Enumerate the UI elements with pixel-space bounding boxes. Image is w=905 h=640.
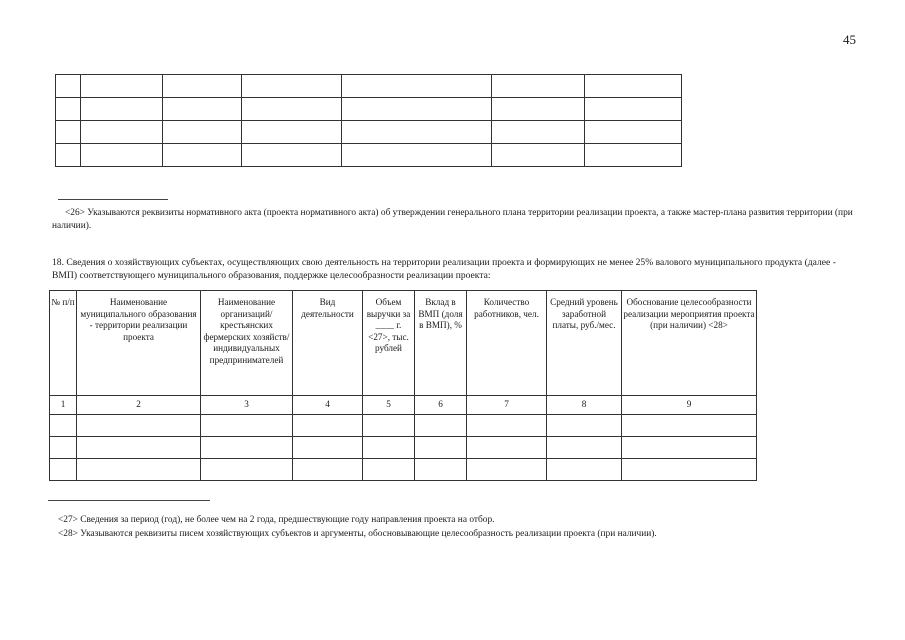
column-number: 7 xyxy=(467,396,547,415)
footnote-divider xyxy=(58,199,168,200)
header-cell-employees: Количество работников, чел. xyxy=(467,291,547,396)
page-number: 45 xyxy=(843,32,856,47)
footnote-27: <27> Сведения за период (год), не более чем на 2 года, предшествующие году направления проекта на отбор. xyxy=(58,515,495,525)
header-cell-municipality: Наименование муниципального образования - территории реализации проекта xyxy=(77,291,201,396)
footnote-26: <26> Указываются реквизиты нормативного акта (проекта нормативного акта) об утверждении генерального плана территории реализации проекта, а также мастер-плана развития территории (при наличии). xyxy=(52,208,853,231)
header-cell-justification: Обоснование целесообразности реализации мероприятия проекта (при наличии) <28> xyxy=(622,291,757,396)
table-header-row xyxy=(50,291,757,396)
column-number: 2 xyxy=(77,396,201,415)
continued-table xyxy=(55,74,682,167)
footnote-divider xyxy=(48,500,210,501)
header-cell-number: № п/п xyxy=(50,291,77,396)
column-number: 4 xyxy=(293,396,363,415)
table-row xyxy=(56,75,682,98)
header-cell-activity: Вид деятельности xyxy=(293,291,363,396)
table-row xyxy=(56,144,682,167)
header-cell-salary: Средний уровень заработной платы, руб./мес. xyxy=(547,291,622,396)
header-cell-organization: Наименование организаций/крестьянских фермерских хозяйств/индивидуальных предпринимателей xyxy=(201,291,293,396)
table-row xyxy=(50,437,757,459)
column-number-row xyxy=(50,396,757,415)
column-number: 1 xyxy=(50,396,77,415)
column-number: 6 xyxy=(415,396,467,415)
header-cell-gmp-share: Вклад в ВМП (доля в ВМП), % xyxy=(415,291,467,396)
column-number: 9 xyxy=(622,396,757,415)
table-row xyxy=(56,98,682,121)
section-18-heading: 18. Сведения о хозяйствующих субъектах, осуществляющих свою деятельность на территории реализации проекта и формирующих не менее 25% валового муниципального продукта (далее - ВМП) соответствующего муниципального образования, поддержке целесообразности реализации проекта: xyxy=(52,257,836,281)
footnote-28: <28> Указываются реквизиты писем хозяйствующих субъектов и аргументы, обосновывающие целесообразность реализации проекта (при наличии). xyxy=(58,529,657,539)
column-number: 3 xyxy=(201,396,293,415)
table-row xyxy=(50,415,757,437)
entities-table xyxy=(49,290,757,481)
column-number: 8 xyxy=(547,396,622,415)
table-row xyxy=(56,121,682,144)
header-cell-revenue: Объем выручки за ____ г. <27>, тыс. рублей xyxy=(363,291,415,396)
table-row xyxy=(50,459,757,481)
column-number: 5 xyxy=(363,396,415,415)
